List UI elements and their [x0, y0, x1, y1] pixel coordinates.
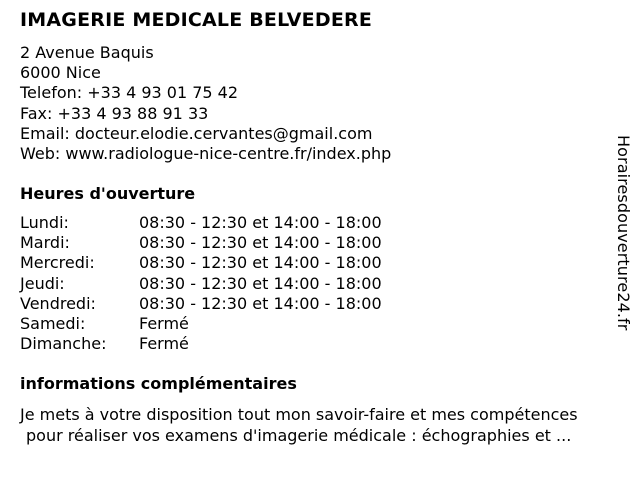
day-label: Dimanche:: [20, 334, 107, 354]
address-city: 6000 Nice: [20, 63, 101, 83]
opening-hours-heading: Heures d'ouverture: [20, 184, 196, 203]
address-street: 2 Avenue Baquis: [20, 43, 154, 62]
time-range: 08:30 - 12:30 et 14:00 - 18:00: [139, 273, 382, 293]
website-url: Web: www.radiologue-nice-centre.fr/index.php: [20, 144, 392, 164]
phone-number: Telefon: +33 4 93 01 75 42: [20, 83, 239, 103]
day-label: Mardi:: [20, 233, 70, 253]
additional-info-heading: informations complémentaires: [20, 374, 297, 393]
info-line-2: pour réaliser vos examens d'imagerie médicale : échographies et ...: [26, 426, 572, 445]
contact-block: [20, 43, 391, 164]
time-range: 08:30 - 12:30 et 14:00 - 18:00: [139, 213, 382, 232]
time-range: 08:30 - 12:30 et 14:00 - 18:00: [139, 293, 382, 313]
day-label: Lundi:: [20, 213, 69, 232]
info-line-1: Je mets à votre disposition tout mon savoir-faire et mes compétences: [20, 405, 578, 424]
day-label: Jeudi:: [20, 273, 65, 293]
page-title: IMAGERIE MEDICALE BELVEDERE: [20, 9, 373, 31]
fax-number: Fax: +33 4 93 88 91 33: [20, 103, 209, 123]
site-watermark: Horairesdouverture24.fr: [614, 135, 633, 331]
additional-info-text: [20, 404, 636, 446]
email-address: Email: docteur.elodie.cervantes@gmail.com: [20, 123, 373, 143]
day-label: Vendredi:: [20, 293, 96, 313]
time-range: Fermé: [139, 334, 189, 354]
day-label: Mercredi:: [20, 253, 95, 273]
time-range: 08:30 - 12:30 et 14:00 - 18:00: [139, 233, 382, 253]
day-label: Samedi:: [20, 313, 86, 333]
time-range: Fermé: [139, 313, 189, 333]
time-range: 08:30 - 12:30 et 14:00 - 18:00: [139, 253, 382, 273]
